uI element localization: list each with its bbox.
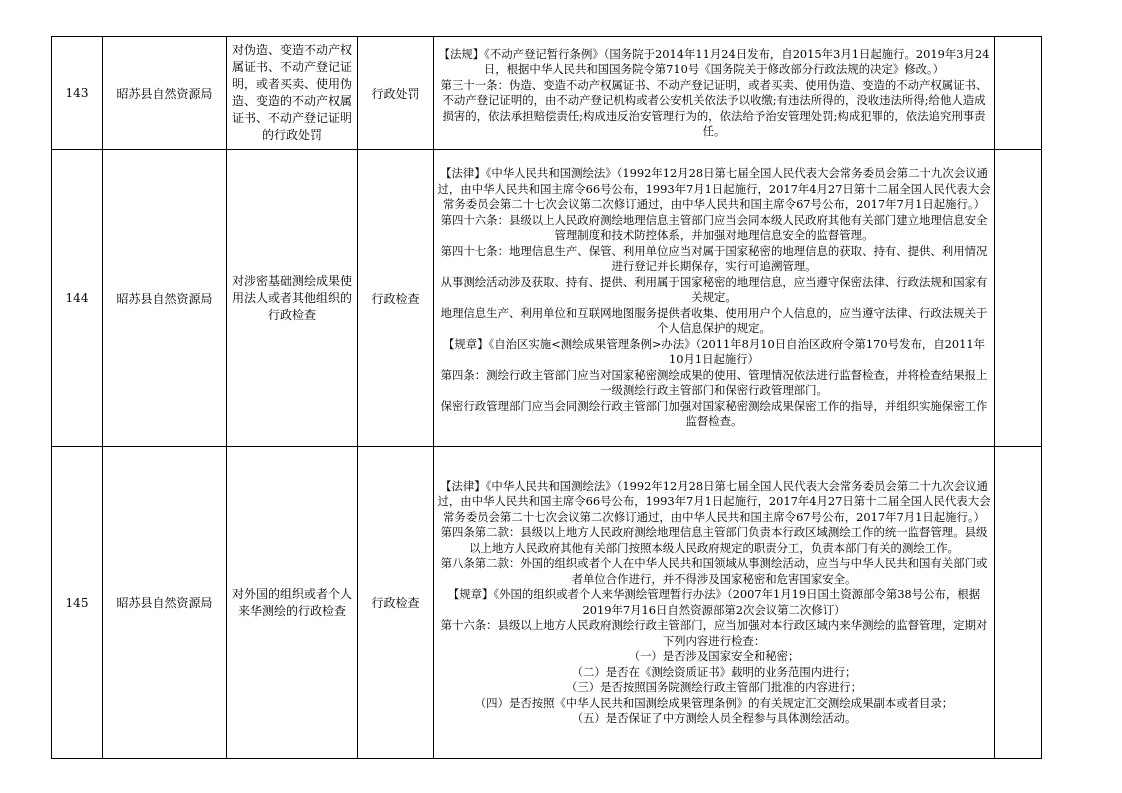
basis-paragraph: （五）是否保证了中方测绘人员全程参与具体测绘活动。 [571, 711, 857, 725]
legal-basis [434, 150, 995, 447]
law-enforcement-table [51, 36, 1042, 759]
empty-cell [995, 447, 1042, 759]
basis-paragraph: （二）是否在《测绘资质证书》载明的业务范围内进行； [571, 664, 857, 679]
matter-name: 对伪造、变造不动产权属证书、不动产登记证明，或者买卖、使用伪造、变造的不动产权属证书、不动产登记证明的行政处罚 [227, 37, 358, 150]
basis-paragraph: 从事测绘活动涉及获取、持有、提供、利用属于国家秘密的地理信息，应当遵守保密法律、行政法规和国家有关规定。 [440, 274, 988, 305]
department: 昭苏县自然资源局 [103, 150, 227, 447]
basis-paragraph: 地理信息生产、利用单位和互联网地图服务提供者收集、使用用户个人信息的，应当遵守法律、行政法规关于个人信息保护的规定。 [440, 305, 988, 336]
basis-paragraph: 第三十一条：伪造、变造不动产权属证书、不动产登记证明，或者买卖、使用伪造、变造的不动产权属证书、不动产登记证明的，由不动产登记机构或者公安机关依法予以收缴;有违法所得的，没收违法所得;给他人造成损害的，依法承担赔偿责任;构成违反治安管理行为的，依法给予治安管理处罚;构成犯罪的，依法追究刑事责任。 [440, 77, 988, 138]
basis-paragraph: 第四条：测绘行政主管部门应当对国家秘密测绘成果的使用、管理情况依法进行监督检查，并将检查结果报上一级测绘行政主管部门和保密行政管理部门。 [440, 367, 988, 398]
row-number: 143 [52, 37, 103, 150]
basis-paragraph: 第十六条：县级以上地方人民政府测绘行政主管部门，应当加强对本行政区域内来华测绘的监督管理，定期对下列内容进行检查： [440, 618, 988, 648]
legal-basis [434, 37, 995, 150]
basis-paragraph: （一）是否涉及国家安全和秘密； [628, 649, 800, 663]
basis-paragraph: 【规章】《外国的组织或者个人来华测绘管理暂行办法》（2007年1月19日国土资源部令第38号公布，根据2019年7月16日自然资源部第2次会议第二次修订） [447, 587, 981, 617]
basis-paragraph: 第四十六条：县级以上人民政府测绘地理信息主管部门应当会同本级人民政府其他有关部门建立地理信息安全管理制度和技术防控体系，并加强对地理信息安全的监督管理。 [440, 212, 988, 243]
empty-cell [995, 150, 1042, 447]
basis-paragraph: （四）是否按照《中华人民共和国测绘成果管理条例》的有关规定汇交测绘成果副本或者目录； [474, 695, 954, 710]
table-row [52, 150, 1042, 447]
basis-paragraph: 【法律】《中华人民共和国测绘法》（1992年12月28日第七届全国人民代表大会常务委员会第二十九次会议通过，由中华人民共和国主席令66号公布，1993年7月1日起施行，2017年4月27日第十二届全国人民代表大会常务委员会第二十七次会议第二次修订通过，由中华人民共和国主席令67号公布，2017年7月1日起施行。） [437, 166, 991, 212]
matter-name: 对外国的组织或者个人来华测绘的行政检查 [227, 447, 358, 759]
basis-paragraph: 保密行政管理部门应当会同测绘行政主管部门加强对国家秘密测绘成果保密工作的指导，并组织实施保密工作监督检查。 [440, 398, 988, 429]
basis-paragraph: 【法规】《不动产登记暂行条例》（国务院于2014年11月24日发布，自2015年3月1日起施行。2019年3月24日，根据中华人民共和国国务院令第710号《国务院关于修改部分行政法规的决定》修改。） [438, 46, 990, 76]
department: 昭苏县自然资源局 [103, 37, 227, 150]
basis-paragraph: 【法律】《中华人民共和国测绘法》（1992年12月28日第七届全国人民代表大会常务委员会第二十九次会议通过，由中华人民共和国主席令66号公布，1993年7月1日起施行，2017年4月27日第十二届全国人民代表大会常务委员会第二十七次会议第二次修订通过，由中华人民共和国主席令67号公布，2017年7月1日起施行。） [437, 478, 991, 524]
matter-type: 行政处罚 [358, 37, 434, 150]
row-number: 144 [52, 150, 103, 447]
basis-paragraph: 【规章】《自治区实施<测绘成果管理条例>办法》（2011年8月10日自治区政府令第170号发布，自2011年10月1日起施行） [443, 336, 985, 367]
basis-paragraph: 第四条第二款：县级以上地方人民政府测绘地理信息主管部门负责本行政区域测绘工作的统一监督管理。县级以上地方人民政府其他有关部门按照本级人民政府规定的职责分工，负责本部门有关的测绘工作。 [440, 525, 988, 555]
basis-paragraph: 第四十七条：地理信息生产、保管、利用单位应当对属于国家秘密的地理信息的获取、持有、提供、利用情况进行登记并长期保存，实行可追溯管理。 [440, 243, 988, 274]
basis-paragraph: 第八条第二款：外国的组织或者个人在中华人民共和国领域从事测绘活动，应当与中华人民共和国有关部门或者单位合作进行，并不得涉及国家秘密和危害国家安全。 [440, 556, 988, 586]
table-row [52, 447, 1042, 759]
department: 昭苏县自然资源局 [103, 447, 227, 759]
row-number: 145 [52, 447, 103, 759]
basis-paragraph: （三）是否按照国务院测绘行政主管部门批准的内容进行； [565, 680, 863, 694]
legal-basis [434, 447, 995, 759]
matter-type: 行政检查 [358, 150, 434, 447]
empty-cell [995, 37, 1042, 150]
table-row [52, 37, 1042, 150]
matter-name: 对涉密基础测绘成果使用法人或者其他组织的行政检查 [227, 150, 358, 447]
matter-type: 行政检查 [358, 447, 434, 759]
